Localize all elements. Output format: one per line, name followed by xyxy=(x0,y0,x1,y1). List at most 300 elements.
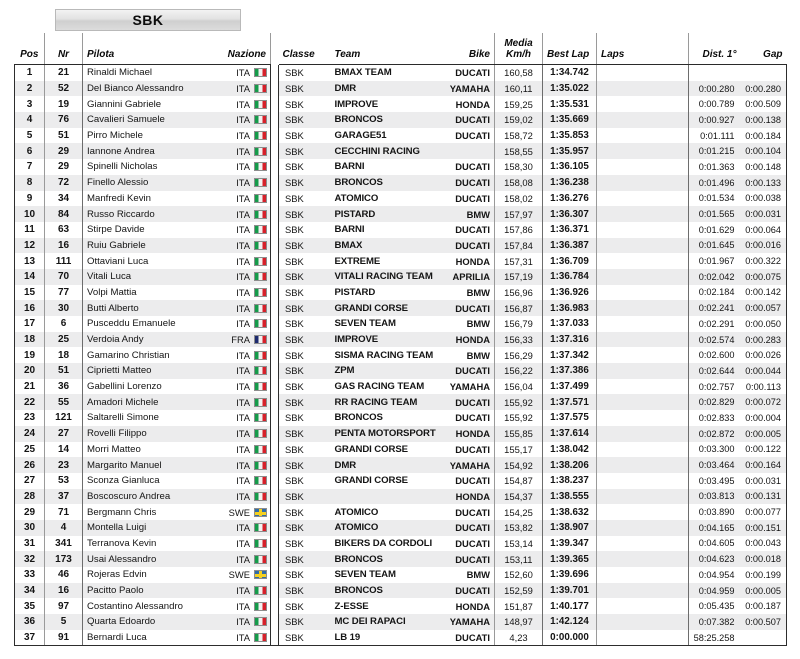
cell-team: GARAGE51 xyxy=(331,128,443,144)
cell-media: 158,08 xyxy=(495,175,543,191)
cell-pos: 26 xyxy=(15,457,45,473)
nationality-code: ITA xyxy=(236,475,250,487)
cell-dist: 0:02.644 xyxy=(689,363,741,379)
cell-bike: DUCATI xyxy=(443,410,495,426)
cell-team: PISTARD xyxy=(331,285,443,301)
cell-dist: 0:04.165 xyxy=(689,520,741,536)
cell-gap: 0:00.164 xyxy=(741,457,787,473)
cell-spacer xyxy=(271,285,279,301)
column-header-pilota: Pilota xyxy=(83,33,211,65)
cell-team: BRONCOS xyxy=(331,551,443,567)
cell-nr: 14 xyxy=(45,442,83,458)
table-row xyxy=(15,473,787,489)
cell-pos: 32 xyxy=(15,551,45,567)
cell-best: 1:38.042 xyxy=(543,442,597,458)
cell-spacer xyxy=(271,253,279,269)
table-header xyxy=(15,33,787,65)
cell-best: 1:35.957 xyxy=(543,143,597,159)
cell-bike: HONDA xyxy=(443,489,495,505)
table-row xyxy=(15,426,787,442)
cell-nr: 27 xyxy=(45,426,83,442)
cell-pos: 15 xyxy=(15,285,45,301)
cell-classe: SBK xyxy=(279,222,331,238)
cell-nr: 77 xyxy=(45,285,83,301)
cell-gap: 0:00.018 xyxy=(741,551,787,567)
cell-laps xyxy=(597,379,689,395)
flag-icon-ita xyxy=(254,68,267,77)
table-row xyxy=(15,583,787,599)
cell-team: GRANDI CORSE xyxy=(331,300,443,316)
cell-best: 1:38.237 xyxy=(543,473,597,489)
cell-bike: BMW xyxy=(443,347,495,363)
cell-pilota: Rovelli Filippo xyxy=(83,426,211,442)
cell-nr: 111 xyxy=(45,253,83,269)
cell-gap: 0:00.187 xyxy=(741,598,787,614)
flag-icon-fra xyxy=(254,335,267,344)
cell-dist: 0:03.300 xyxy=(689,442,741,458)
cell-nr: 21 xyxy=(45,65,83,81)
cell-dist: 0:00.927 xyxy=(689,112,741,128)
cell-bike: YAMAHA xyxy=(443,379,495,395)
table-row xyxy=(15,394,787,410)
cell-laps xyxy=(597,128,689,144)
cell-naz xyxy=(211,551,271,567)
cell-team: BRONCOS xyxy=(331,112,443,128)
cell-bike: DUCATI xyxy=(443,112,495,128)
flag-icon-ita xyxy=(254,131,267,140)
nationality-code: ITA xyxy=(236,192,250,204)
cell-naz xyxy=(211,269,271,285)
cell-dist: 0:02.833 xyxy=(689,410,741,426)
cell-pilota: Russo Riccardo xyxy=(83,206,211,222)
cell-nr: 30 xyxy=(45,300,83,316)
cell-pilota: Butti Alberto xyxy=(83,300,211,316)
cell-dist: 0:07.382 xyxy=(689,614,741,630)
cell-team: CECCHINI RACING xyxy=(331,143,443,159)
cell-pilota: Bernardi Luca xyxy=(83,630,211,646)
table-row xyxy=(15,143,787,159)
cell-best: 1:36.238 xyxy=(543,175,597,191)
cell-naz xyxy=(211,520,271,536)
cell-laps xyxy=(597,551,689,567)
cell-pilota: Volpi Mattia xyxy=(83,285,211,301)
flag-icon-ita xyxy=(254,633,267,642)
cell-bike: DUCATI xyxy=(443,504,495,520)
cell-nr: 46 xyxy=(45,567,83,583)
cell-pilota: Pusceddu Emanuele xyxy=(83,316,211,332)
table-row xyxy=(15,363,787,379)
cell-bike: APRILIA xyxy=(443,269,495,285)
cell-media: 4,23 xyxy=(495,630,543,646)
cell-media: 157,97 xyxy=(495,206,543,222)
column-header-gap: Gap xyxy=(741,33,787,65)
cell-naz xyxy=(211,191,271,207)
nationality-code: FRA xyxy=(231,334,250,346)
cell-bike: DUCATI xyxy=(443,442,495,458)
cell-team: RR RACING TEAM xyxy=(331,394,443,410)
cell-gap: 0:00.283 xyxy=(741,332,787,348)
cell-pilota: Saltarelli Simone xyxy=(83,410,211,426)
table-row xyxy=(15,253,787,269)
cell-dist: 0:05.435 xyxy=(689,598,741,614)
cell-team: PENTA MOTORSPORT xyxy=(331,426,443,442)
cell-gap: 0:00.322 xyxy=(741,253,787,269)
cell-media: 158,02 xyxy=(495,191,543,207)
cell-dist: 0:01.629 xyxy=(689,222,741,238)
cell-pilota: Ottaviani Luca xyxy=(83,253,211,269)
cell-spacer xyxy=(271,442,279,458)
cell-laps xyxy=(597,175,689,191)
cell-dist xyxy=(689,65,741,81)
cell-dist: 0:00.280 xyxy=(689,81,741,97)
nationality-code: ITA xyxy=(236,490,250,502)
cell-media: 157,31 xyxy=(495,253,543,269)
cell-classe: SBK xyxy=(279,143,331,159)
cell-dist: 0:03.495 xyxy=(689,473,741,489)
cell-laps xyxy=(597,583,689,599)
cell-bike: DUCATI xyxy=(443,630,495,646)
cell-nr: 6 xyxy=(45,316,83,332)
cell-pos: 20 xyxy=(15,363,45,379)
cell-gap: 0:00.184 xyxy=(741,128,787,144)
cell-media: 157,19 xyxy=(495,269,543,285)
table-row xyxy=(15,206,787,222)
cell-team xyxy=(331,489,443,505)
cell-spacer xyxy=(271,81,279,97)
cell-best: 1:35.669 xyxy=(543,112,597,128)
cell-gap: 0:00.064 xyxy=(741,222,787,238)
cell-media: 153,82 xyxy=(495,520,543,536)
cell-naz xyxy=(211,285,271,301)
table-row xyxy=(15,614,787,630)
cell-pilota: Stirpe Davide xyxy=(83,222,211,238)
flag-icon-ita xyxy=(254,602,267,611)
nationality-code: ITA xyxy=(236,412,250,424)
cell-laps xyxy=(597,300,689,316)
nationality-code: ITA xyxy=(236,145,250,157)
cell-pos: 35 xyxy=(15,598,45,614)
cell-pilota: Boscoscuro Andrea xyxy=(83,489,211,505)
nationality-code: ITA xyxy=(236,522,250,534)
cell-media: 148,97 xyxy=(495,614,543,630)
cell-laps xyxy=(597,253,689,269)
cell-pos: 14 xyxy=(15,269,45,285)
column-header-pos: Pos xyxy=(15,33,45,65)
cell-classe: SBK xyxy=(279,457,331,473)
cell-spacer xyxy=(271,222,279,238)
cell-bike: HONDA xyxy=(443,598,495,614)
cell-dist: 0:03.813 xyxy=(689,489,741,505)
cell-gap xyxy=(741,630,787,646)
nationality-code: ITA xyxy=(236,600,250,612)
cell-pilota: Costantino Alessandro xyxy=(83,598,211,614)
cell-gap: 0:00.043 xyxy=(741,536,787,552)
cell-classe: SBK xyxy=(279,442,331,458)
column-header-nazione: Nazione xyxy=(211,33,271,65)
cell-naz xyxy=(211,128,271,144)
cell-dist: 0:04.623 xyxy=(689,551,741,567)
cell-media: 154,37 xyxy=(495,489,543,505)
cell-classe: SBK xyxy=(279,598,331,614)
flag-icon-swe xyxy=(254,508,267,517)
cell-media: 156,04 xyxy=(495,379,543,395)
cell-classe: SBK xyxy=(279,112,331,128)
cell-pos: 29 xyxy=(15,504,45,520)
cell-team: BARNI xyxy=(331,159,443,175)
cell-nr: 84 xyxy=(45,206,83,222)
cell-gap: 0:00.031 xyxy=(741,473,787,489)
cell-laps xyxy=(597,473,689,489)
cell-naz xyxy=(211,81,271,97)
cell-media: 155,92 xyxy=(495,394,543,410)
cell-best: 1:36.709 xyxy=(543,253,597,269)
cell-classe: SBK xyxy=(279,269,331,285)
flag-icon-ita xyxy=(254,539,267,548)
table-row xyxy=(15,175,787,191)
flag-icon-ita xyxy=(254,366,267,375)
cell-nr: 19 xyxy=(45,96,83,112)
cell-team: SEVEN TEAM xyxy=(331,316,443,332)
cell-bike: DUCATI xyxy=(443,222,495,238)
cell-team: IMPROVE xyxy=(331,332,443,348)
cell-dist: 0:02.829 xyxy=(689,394,741,410)
cell-dist: 0:03.464 xyxy=(689,457,741,473)
cell-pos: 33 xyxy=(15,567,45,583)
cell-team: IMPROVE xyxy=(331,96,443,112)
flag-icon-ita xyxy=(254,617,267,626)
cell-dist: 0:04.954 xyxy=(689,567,741,583)
nationality-code: ITA xyxy=(236,302,250,314)
cell-classe: SBK xyxy=(279,379,331,395)
cell-team: Z-ESSE xyxy=(331,598,443,614)
cell-best: 1:38.632 xyxy=(543,504,597,520)
cell-media: 156,96 xyxy=(495,285,543,301)
cell-bike: DUCATI xyxy=(443,536,495,552)
table-row xyxy=(15,551,787,567)
table-row xyxy=(15,316,787,332)
cell-naz xyxy=(211,347,271,363)
cell-bike: HONDA xyxy=(443,332,495,348)
cell-team: LB 19 xyxy=(331,630,443,646)
nationality-code: ITA xyxy=(236,67,250,79)
cell-classe: SBK xyxy=(279,520,331,536)
cell-classe: SBK xyxy=(279,316,331,332)
cell-pilota: Vitali Luca xyxy=(83,269,211,285)
cell-gap: 0:00.509 xyxy=(741,96,787,112)
cell-pos: 36 xyxy=(15,614,45,630)
flag-icon-ita xyxy=(254,398,267,407)
cell-nr: 55 xyxy=(45,394,83,410)
cell-gap: 0:00.050 xyxy=(741,316,787,332)
cell-pilota: Cavalieri Samuele xyxy=(83,112,211,128)
cell-pilota: Pacitto Paolo xyxy=(83,583,211,599)
nationality-code: ITA xyxy=(236,365,250,377)
cell-best: 1:35.022 xyxy=(543,81,597,97)
nationality-code: ITA xyxy=(236,585,250,597)
cell-spacer xyxy=(271,363,279,379)
flag-icon-ita xyxy=(254,225,267,234)
nationality-code: ITA xyxy=(236,271,250,283)
flag-icon-ita xyxy=(254,492,267,501)
cell-pilota: Gamarino Christian xyxy=(83,347,211,363)
nationality-code: ITA xyxy=(236,443,250,455)
cell-nr: 16 xyxy=(45,238,83,254)
cell-pilota: Rojeras Edvin xyxy=(83,567,211,583)
column-header-team: Team xyxy=(331,33,443,65)
cell-spacer xyxy=(271,489,279,505)
cell-media: 154,92 xyxy=(495,457,543,473)
cell-gap: 0:00.004 xyxy=(741,410,787,426)
cell-naz xyxy=(211,96,271,112)
cell-naz xyxy=(211,567,271,583)
cell-laps xyxy=(597,269,689,285)
cell-best: 1:37.316 xyxy=(543,332,597,348)
column-header-dist: Dist. 1° xyxy=(689,33,741,65)
cell-media: 159,02 xyxy=(495,112,543,128)
nationality-code: ITA xyxy=(236,428,250,440)
cell-best: 1:37.499 xyxy=(543,379,597,395)
cell-laps xyxy=(597,442,689,458)
column-header-media-line2: Km/h xyxy=(506,48,531,60)
cell-classe: SBK xyxy=(279,300,331,316)
flag-icon-ita xyxy=(254,429,267,438)
cell-best: 1:37.342 xyxy=(543,347,597,363)
cell-nr: 29 xyxy=(45,159,83,175)
cell-pos: 22 xyxy=(15,394,45,410)
cell-gap: 0:00.072 xyxy=(741,394,787,410)
cell-bike: DUCATI xyxy=(443,191,495,207)
cell-spacer xyxy=(271,175,279,191)
cell-gap: 0:00.057 xyxy=(741,300,787,316)
cell-laps xyxy=(597,316,689,332)
cell-media: 158,72 xyxy=(495,128,543,144)
cell-bike: DUCATI xyxy=(443,128,495,144)
title-banner-wrap xyxy=(0,9,800,31)
cell-naz xyxy=(211,394,271,410)
table-row xyxy=(15,96,787,112)
cell-dist: 0:01.565 xyxy=(689,206,741,222)
table-row xyxy=(15,567,787,583)
cell-naz xyxy=(211,238,271,254)
cell-laps xyxy=(597,489,689,505)
cell-best: 1:37.571 xyxy=(543,394,597,410)
cell-laps xyxy=(597,614,689,630)
cell-pos: 37 xyxy=(15,630,45,646)
nationality-code: ITA xyxy=(236,239,250,251)
cell-spacer xyxy=(271,96,279,112)
cell-dist: 0:02.574 xyxy=(689,332,741,348)
header-row xyxy=(15,33,787,65)
cell-best: 1:37.386 xyxy=(543,363,597,379)
cell-gap xyxy=(741,65,787,81)
nationality-code: ITA xyxy=(236,208,250,220)
cell-classe: SBK xyxy=(279,175,331,191)
cell-spacer xyxy=(271,191,279,207)
cell-pos: 5 xyxy=(15,128,45,144)
cell-pilota: Bergmann Chris xyxy=(83,504,211,520)
flag-icon-ita xyxy=(254,210,267,219)
cell-media: 157,86 xyxy=(495,222,543,238)
cell-gap: 0:00.133 xyxy=(741,175,787,191)
cell-dist: 0:02.291 xyxy=(689,316,741,332)
nationality-code: SWE xyxy=(228,569,250,581)
cell-laps xyxy=(597,504,689,520)
cell-best: 1:36.371 xyxy=(543,222,597,238)
cell-team: BRONCOS xyxy=(331,410,443,426)
cell-pos: 13 xyxy=(15,253,45,269)
cell-gap: 0:00.113 xyxy=(741,379,787,395)
cell-classe: SBK xyxy=(279,536,331,552)
cell-best: 1:36.387 xyxy=(543,238,597,254)
table-row xyxy=(15,520,787,536)
header-spacer xyxy=(271,33,279,65)
cell-gap: 0:00.104 xyxy=(741,143,787,159)
cell-media: 156,33 xyxy=(495,332,543,348)
cell-media: 154,87 xyxy=(495,473,543,489)
cell-laps xyxy=(597,112,689,128)
cell-spacer xyxy=(271,520,279,536)
cell-nr: 4 xyxy=(45,520,83,536)
cell-pilota: Usai Alessandro xyxy=(83,551,211,567)
cell-spacer xyxy=(271,583,279,599)
cell-team: DMR xyxy=(331,81,443,97)
cell-team: VITALI RACING TEAM xyxy=(331,269,443,285)
flag-icon-ita xyxy=(254,115,267,124)
cell-classe: SBK xyxy=(279,347,331,363)
cell-classe: SBK xyxy=(279,363,331,379)
table-row xyxy=(15,410,787,426)
cell-gap: 0:00.038 xyxy=(741,191,787,207)
cell-nr: 36 xyxy=(45,379,83,395)
cell-media: 152,59 xyxy=(495,583,543,599)
results-table xyxy=(14,33,787,646)
cell-team: BMAX xyxy=(331,238,443,254)
cell-bike: DUCATI xyxy=(443,520,495,536)
cell-dist: 0:01.111 xyxy=(689,128,741,144)
column-header-laps: Laps xyxy=(597,33,689,65)
cell-gap: 0:00.044 xyxy=(741,363,787,379)
table-row xyxy=(15,112,787,128)
cell-spacer xyxy=(271,316,279,332)
flag-icon-ita xyxy=(254,586,267,595)
cell-team: SEVEN TEAM xyxy=(331,567,443,583)
cell-laps xyxy=(597,206,689,222)
cell-nr: 51 xyxy=(45,363,83,379)
cell-pilota: Finello Alessio xyxy=(83,175,211,191)
cell-team: BARNI xyxy=(331,222,443,238)
cell-nr: 29 xyxy=(45,143,83,159)
cell-classe: SBK xyxy=(279,630,331,646)
cell-classe: SBK xyxy=(279,128,331,144)
cell-best: 1:34.742 xyxy=(543,65,597,81)
cell-naz xyxy=(211,65,271,81)
cell-laps xyxy=(597,567,689,583)
cell-dist: 0:02.241 xyxy=(689,300,741,316)
cell-pos: 4 xyxy=(15,112,45,128)
cell-nr: 25 xyxy=(45,332,83,348)
cell-laps xyxy=(597,520,689,536)
cell-dist: 0:02.600 xyxy=(689,347,741,363)
cell-media: 156,29 xyxy=(495,347,543,363)
table-row xyxy=(15,191,787,207)
cell-nr: 51 xyxy=(45,128,83,144)
cell-gap: 0:00.280 xyxy=(741,81,787,97)
category-title: SBK xyxy=(132,12,164,28)
flag-icon-ita xyxy=(254,241,267,250)
cell-bike: BMW xyxy=(443,567,495,583)
cell-pos: 10 xyxy=(15,206,45,222)
cell-naz xyxy=(211,112,271,128)
